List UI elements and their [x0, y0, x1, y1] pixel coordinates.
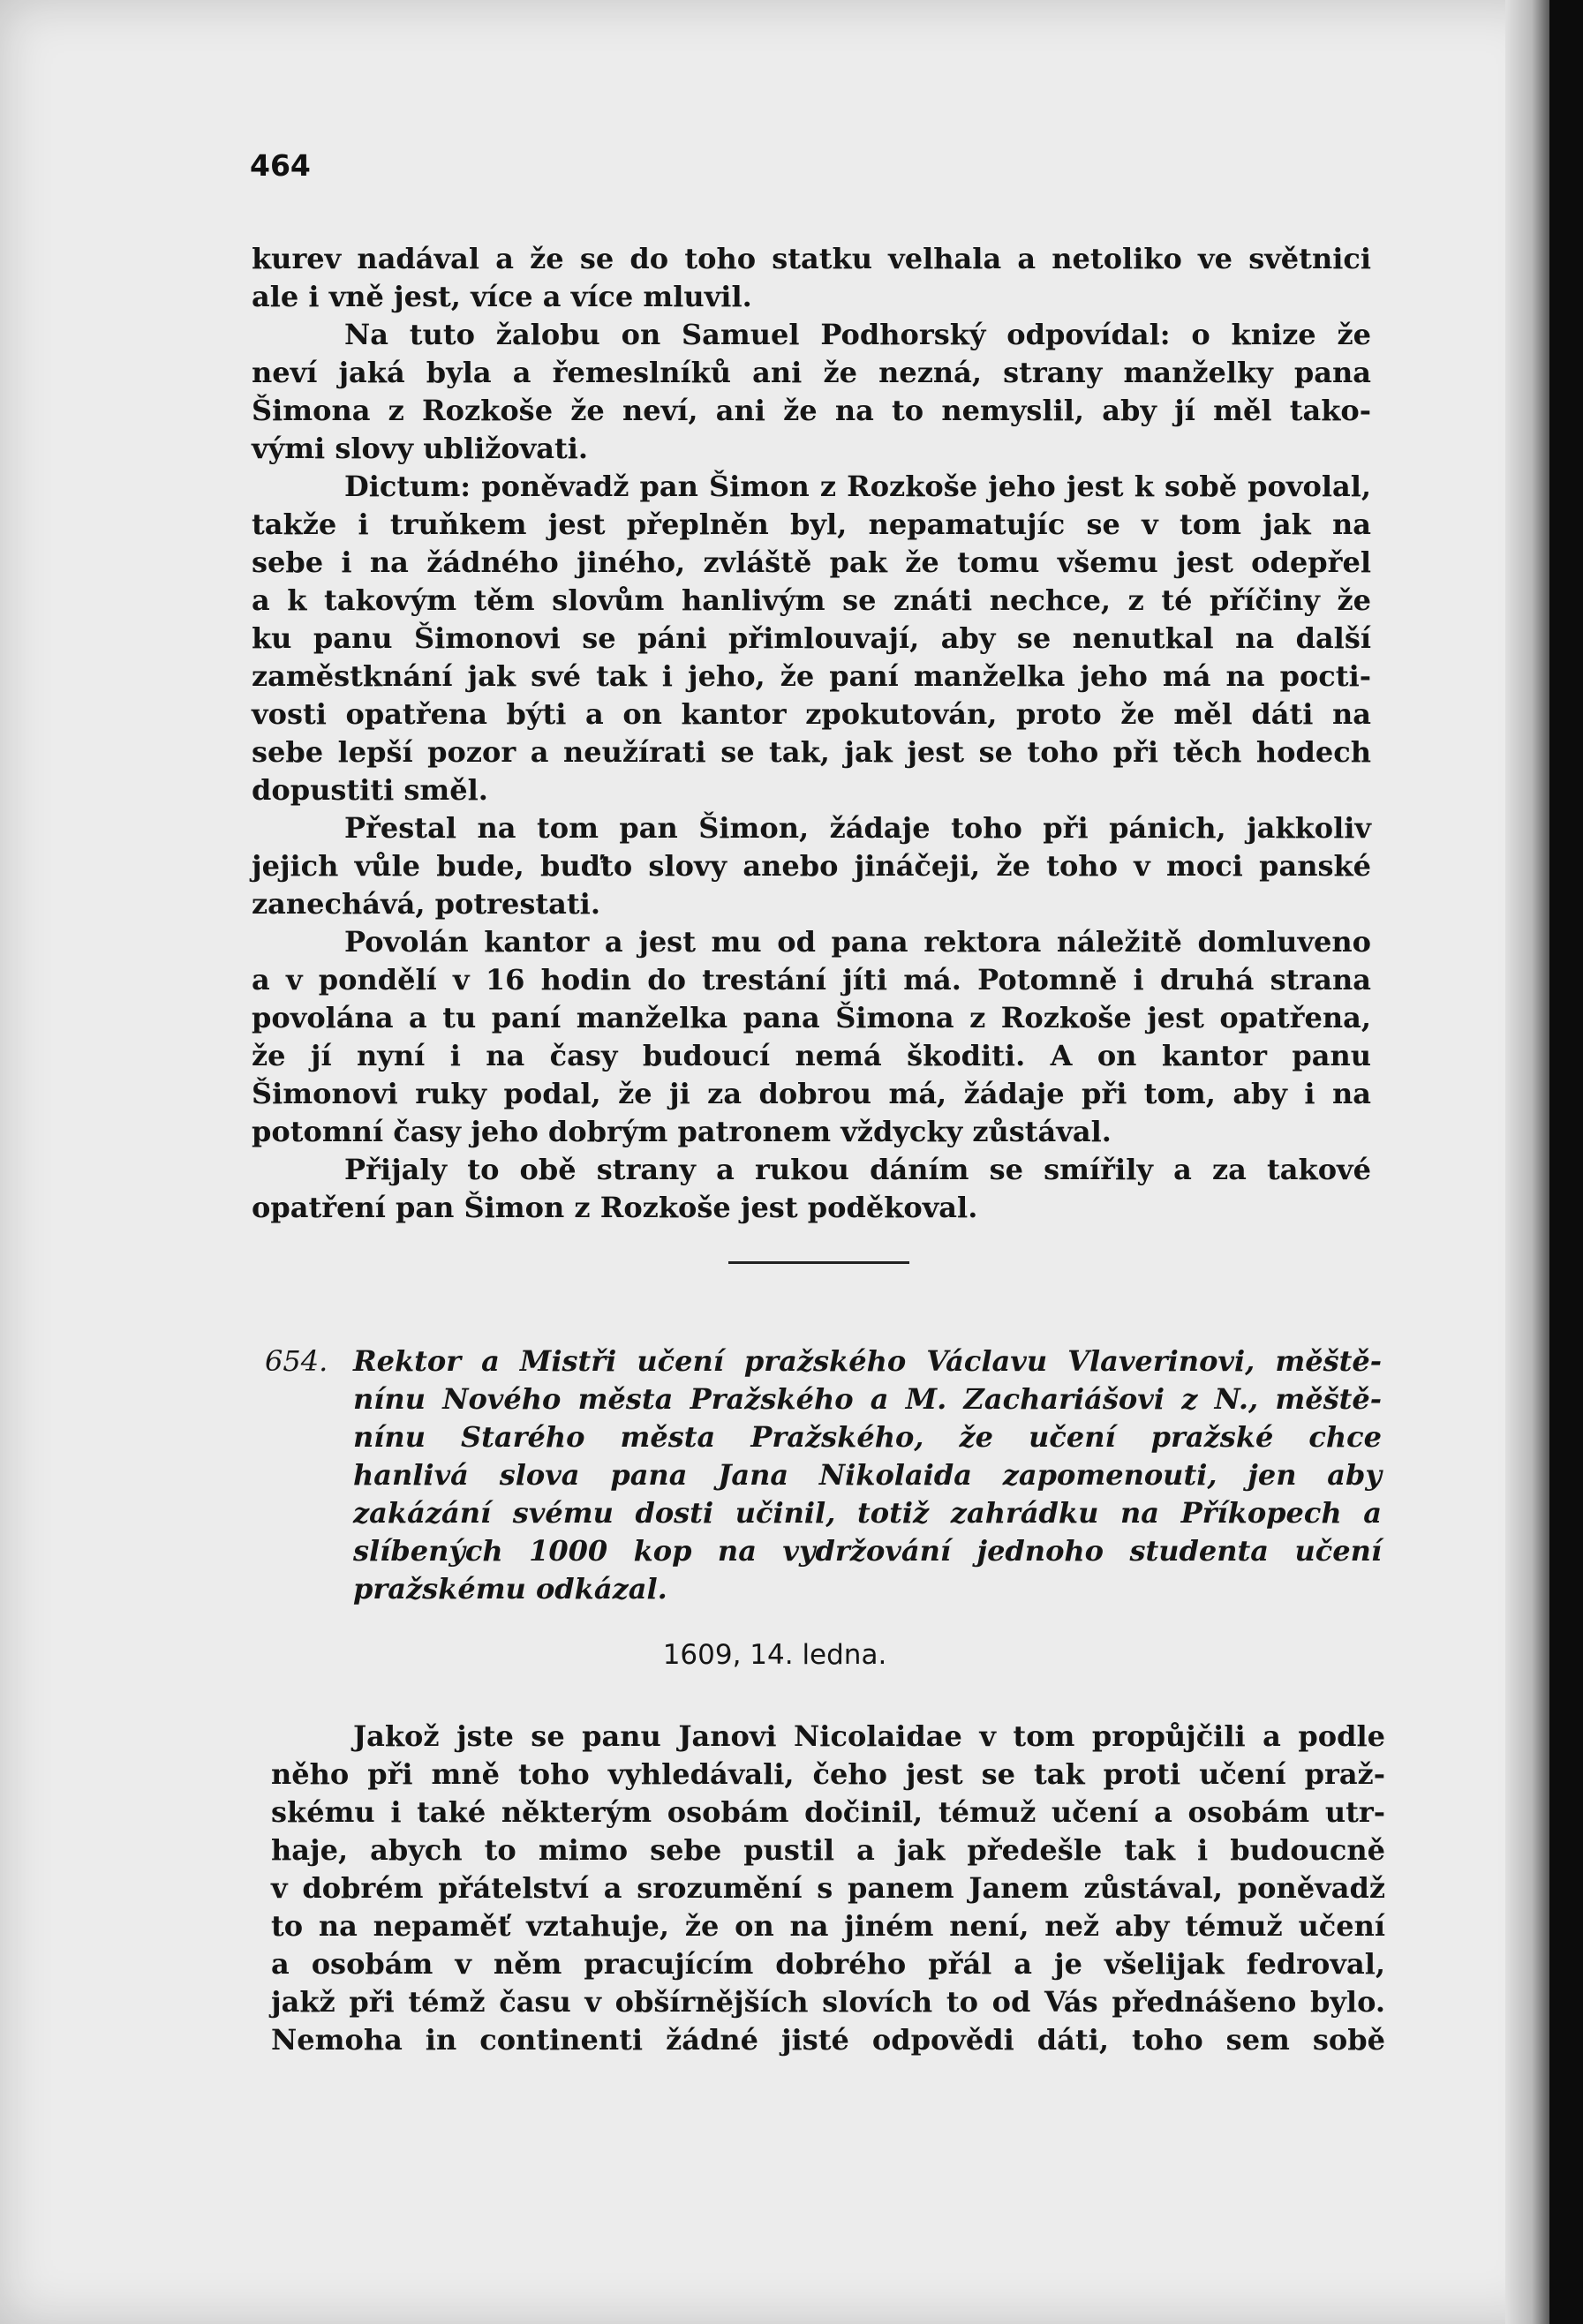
body-line: haje, abych to mimo sebe pustil a jak předešle tak i budoucně [271, 1833, 1385, 1867]
text-line: vými slovy ubližovati. [252, 432, 589, 465]
body-line: to na nepaměť vztahuje, že on na jiném není, než aby témuž učení [271, 1909, 1385, 1943]
heading-line: nínu Starého města Pražského, že učení pražské chce [353, 1420, 1382, 1454]
text-line: Přestal na tom pan Šimon, žádaje toho při pánich, jakkoliv [344, 811, 1371, 845]
text-line: sebe i na žádného jiného, zvláště pak že tomu všemu jest odepřel [252, 545, 1371, 579]
text-line: že jí nyní i na časy budoucí nemá škoditi. A on kantor panu [252, 1039, 1371, 1072]
text-line: sebe lepší pozor a neužírati se tak, jak jest se toho při těch hodech [252, 735, 1371, 769]
scan-border [1549, 0, 1583, 2324]
body-line: v dobrém přátelství a srozumění s panem Janem zůstával, poněvadž [271, 1871, 1385, 1905]
text-line: jejich vůle bude, buďto slovy anebo jináčeji, že toho v moci panské [252, 849, 1371, 883]
text-line: povolána a tu paní manželka pana Šimona z Rozkoše jest opatřena, [252, 1001, 1371, 1034]
text-line: dopustiti směl. [252, 773, 488, 807]
text-line: a v pondělí v 16 hodin do trestání jíti má. Potomně i druhá strana [252, 963, 1371, 997]
page-number: 464 [250, 148, 311, 183]
text-line: Šimonovi ruky podal, že ji za dobrou má, žádaje při tom, aby i na [252, 1077, 1371, 1110]
text-line: vosti opatřena býti a on kantor zpokutován, proto že měl dáti na [252, 697, 1371, 731]
text-line: zanechává, potrestati. [252, 887, 600, 921]
document-date: 1609, 14. ledna. [662, 1639, 887, 1671]
body-line: Jakož jste se panu Janovi Nicolaidae v tom propůjčili a podle [353, 1719, 1385, 1753]
text-line: Šimona z Rozkoše že neví, ani že na to nemyslil, aby jí měl tako- [252, 394, 1371, 427]
text-line: takže i truňkem jest přeplněn byl, nepamatujíc se v tom jak na [252, 508, 1371, 541]
body-line: skému i také některým osobám dočinil, témuž učení a osobám utr- [271, 1795, 1385, 1829]
heading-line: zakázání svému dosti učinil, totiž zahrádku na Příkopech a [353, 1496, 1382, 1530]
text-line: kurev nadával a že se do toho statku velhala a netoliko ve světnici [252, 242, 1371, 275]
text-line: Dictum: poněvadž pan Šimon z Rozkoše jeho jest k sobě povolal, [344, 470, 1371, 503]
body-line: a osobám v něm pracujícím dobrého přál a je všelijak fedroval, [271, 1947, 1385, 1981]
text-line: neví jaká byla a řemeslníků ani že nezná, strany manželky pana [252, 356, 1371, 389]
text-line: zaměstknání jak své tak i jeho, že paní manželka jeho má na pocti- [252, 659, 1371, 693]
text-line: a k takovým těm slovům hanlivým se znáti nechce, z té příčiny že [252, 583, 1371, 617]
body-line: Nemoha in continenti žádné jisté odpovědi dáti, toho sem sobě [271, 2023, 1385, 2057]
heading-line: nínu Nového města Pražského a M. Zachariášovi z N., měště- [353, 1382, 1382, 1416]
heading-line: Rektor a Mistři učení pražského Václavu Vlaverinovi, měště- [353, 1344, 1382, 1378]
document-number: 654. [265, 1344, 328, 1378]
text-line: Povolán kantor a jest mu od pana rektora náležitě domluveno [344, 925, 1371, 959]
section-divider [728, 1261, 909, 1264]
text-line: ku panu Šimonovi se páni přimlouvají, aby se nenutkal na další [252, 621, 1371, 655]
heading-line: hanlivá slova pana Jana Nikolaida zapomenouti, jen aby [353, 1458, 1382, 1492]
text-line: opatření pan Šimon z Rozkoše jest poděkoval. [252, 1191, 978, 1224]
text-line: potomní časy jeho dobrým patronem vždycky zůstával. [252, 1115, 1112, 1148]
text-line: Přijaly to obě strany a rukou dáním se smířily a za takové [344, 1153, 1371, 1186]
heading-line: pražskému odkázal. [353, 1572, 667, 1606]
heading-line: slíbených 1000 kop na vydržování jednoho studenta učení [353, 1534, 1382, 1568]
body-line: jakž při témž času v obšírnějších slovích to od Vás přednášeno bylo. [271, 1985, 1385, 2019]
page-edge-shadow [1505, 0, 1549, 2324]
text-line: ale i vně jest, více a více mluvil. [252, 280, 752, 313]
body-line: něho při mně toho vyhledávali, čeho jest se tak proti učení praž- [271, 1757, 1385, 1791]
text-line: Na tuto žalobu on Samuel Podhorský odpovídal: o knize že [344, 318, 1371, 351]
